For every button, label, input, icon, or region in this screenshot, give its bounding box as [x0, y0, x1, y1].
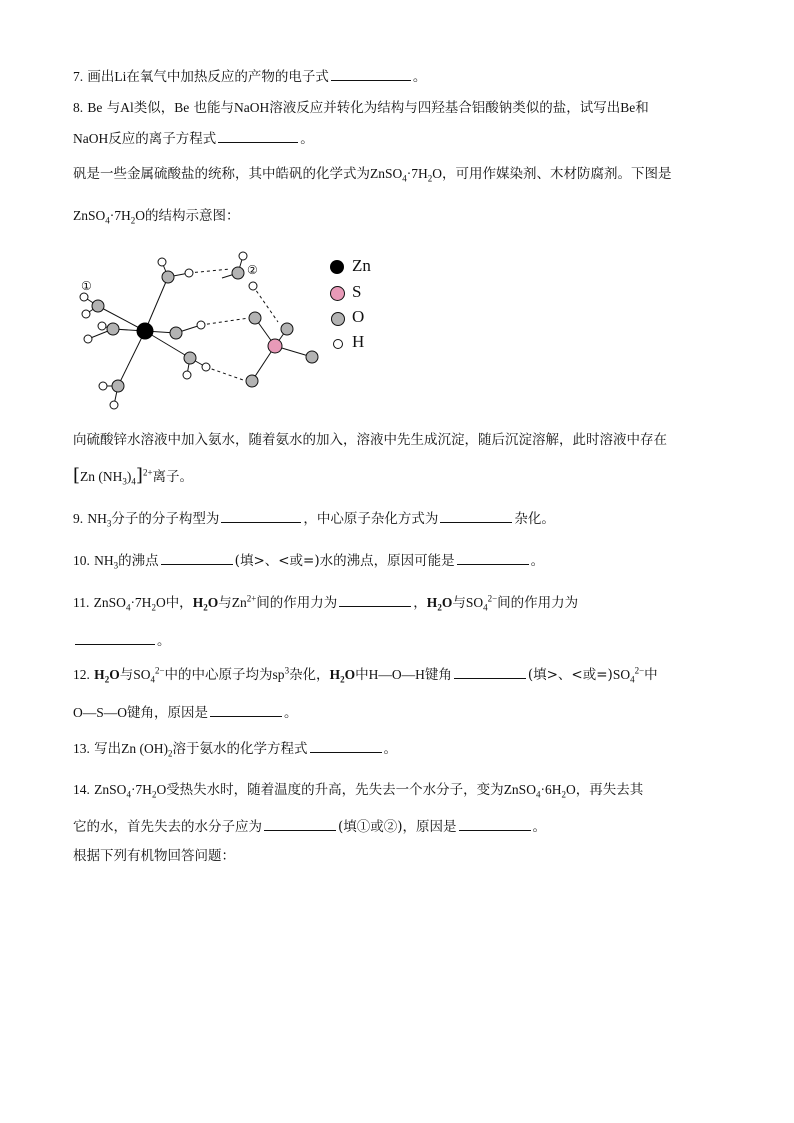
- question-11: 11. $ZnSO_4\cdot 7H_2O$中，$H_2O$与$Zn^{2+}$间的作用力为 ，$H_2O$与$SO_4^{2-}$间的作用力为: [73, 593, 579, 613]
- answer-blank[interactable]: [218, 128, 298, 143]
- legend-h-marker: [333, 339, 343, 349]
- answer-blank[interactable]: [75, 630, 155, 645]
- section-heading: 根据下列有机物回答问题：: [73, 848, 235, 864]
- question-8: 8. Be 与Al类似，Be 也能与NaOH溶液反应并转化为结构与四羟基合铝酸钠类似的盐，试写出Be和: [73, 100, 649, 116]
- answer-blank[interactable]: [221, 508, 301, 523]
- legend-zn-marker: [330, 260, 344, 274]
- legend-zn-label: Zn: [352, 256, 371, 275]
- legend-o-marker: [331, 312, 345, 326]
- answer-blank[interactable]: [310, 738, 382, 753]
- intro-line2: $ZnSO_4\cdot 7H_2O$的结构示意图：: [73, 208, 240, 226]
- question-12-line2: O—S—O键角，原因是 。: [73, 702, 298, 723]
- answer-blank[interactable]: [459, 816, 531, 831]
- question-8-line2: NaOH反应的离子方程式 。: [73, 128, 314, 149]
- answer-blank[interactable]: [339, 592, 411, 607]
- answer-blank[interactable]: [264, 816, 336, 831]
- paragraph-line1: 向硫酸锌水溶液中加入氨水，随着氨水的加入，溶液中先生成沉淀，随后沉淀溶解，此时溶液中存在: [73, 432, 667, 448]
- legend-s-label: S: [352, 282, 362, 301]
- question-14: 14. $ZnSO_4\cdot 7H_2O$受热失水时，随着温度的升高，先失去一个水分子，变为$ZnSO_4\cdot 6H_2O$，再失去其: [73, 782, 644, 800]
- legend-s-marker: [330, 286, 345, 301]
- answer-blank[interactable]: [457, 550, 529, 565]
- question-9: 9. $NH_3$分子的分子构型为 ，中心原子杂化方式为 杂化。: [73, 508, 555, 529]
- legend-o-label: O: [352, 307, 365, 326]
- paragraph-line2: [Zn $(NH_3)_4]^{2+}$离子。: [73, 465, 194, 487]
- intro-line1: 矾是一些金属硫酸盐的统称，其中皓矾的化学式为$ZnSO_4\cdot 7H_2O$，可用作媒染剂、木材防腐剂。下图是: [73, 166, 672, 184]
- question-10: 10. $NH_3$的沸点 (填>、<或=)水的沸点，原因可能是 。: [73, 550, 544, 571]
- answer-blank[interactable]: [161, 550, 233, 565]
- question-7: 7. 画出Li在氧气中加热反应的产物的电子式 。: [73, 66, 426, 87]
- answer-blank[interactable]: [454, 664, 526, 679]
- answer-blank[interactable]: [440, 508, 512, 523]
- question-11-line2: 。: [73, 630, 171, 651]
- label-one: ①: [81, 279, 92, 293]
- legend-h-label: H: [352, 332, 365, 351]
- label-two: ②: [247, 263, 258, 277]
- question-13: 13. 写出Zn $(OH)_2$溶于氨水的化学方程式 。: [73, 738, 397, 759]
- answer-blank[interactable]: [331, 66, 411, 81]
- question-12: 12. $H_2O$与$SO_4^{2-}$中的中心原子均为$sp^3$杂化，$H_2O$中H—O—H键角 (填>、<或$=)SO_4^{2-}$中: [73, 665, 658, 685]
- question-14-line2: 它的水，首先失去的水分子应为 (填①或②)，原因是 。: [73, 816, 546, 837]
- answer-blank[interactable]: [210, 702, 282, 717]
